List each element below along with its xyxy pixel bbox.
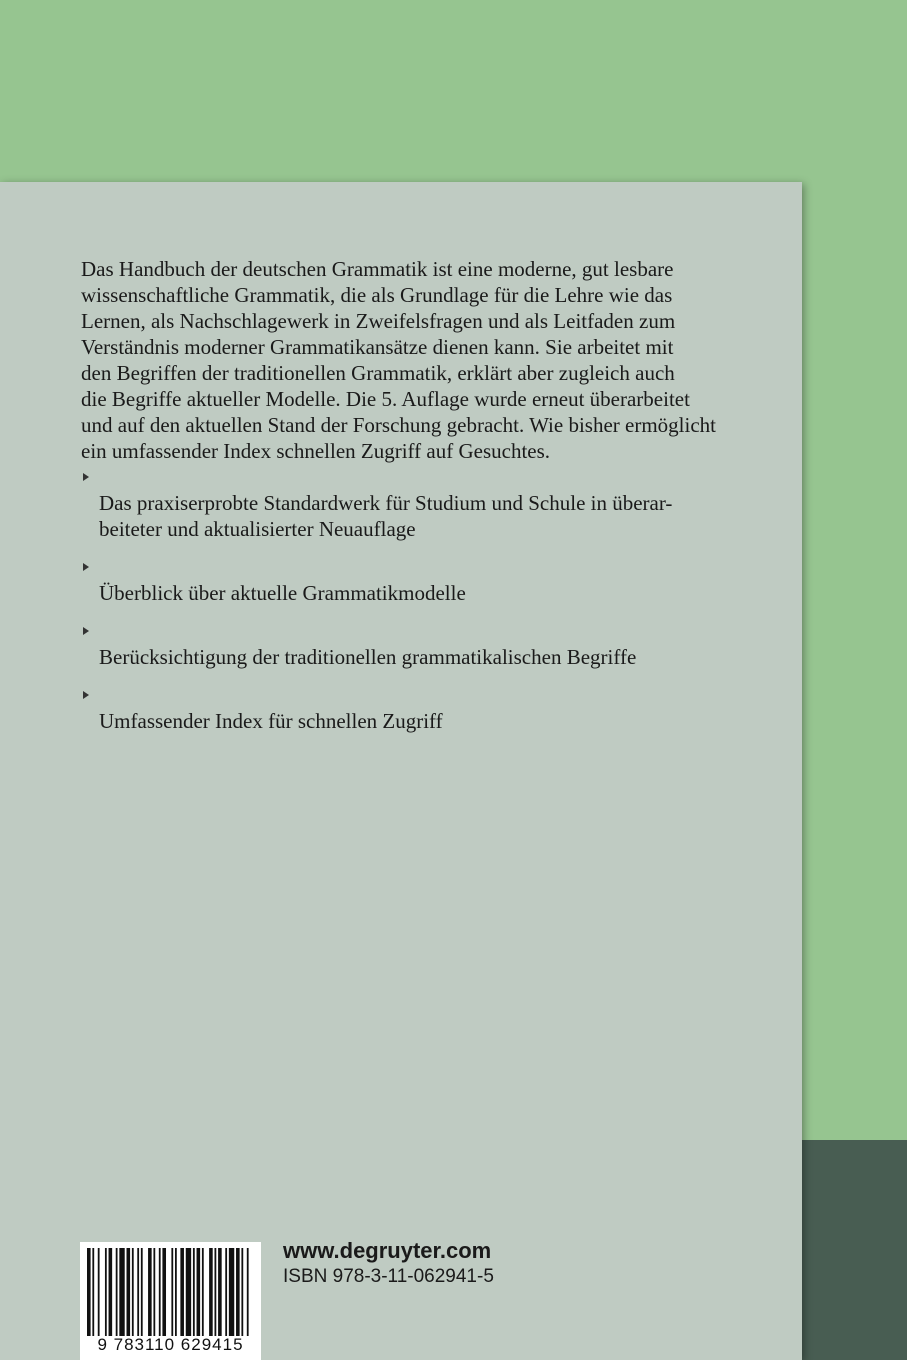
publisher-url[interactable]: www.degruyter.com	[283, 1238, 492, 1263]
feature-item	[81, 618, 731, 670]
feature-text: Überblick über aktuelle Grammatikmodelle	[99, 581, 466, 605]
barcode-digits: 9 783110 629415	[97, 1335, 244, 1354]
feature-text: Das praxiserprobte Standardwerk für Studium und Schule in überar- beiteter und aktualisierter Neuauflage	[99, 491, 673, 541]
feature-text: Berücksichtigung der traditionellen grammatikalischen Begriffe	[99, 645, 637, 669]
triangle-bullet-icon	[83, 563, 89, 571]
feature-item	[81, 464, 731, 542]
triangle-bullet-icon	[83, 627, 89, 635]
isbn-number: ISBN 978-3-11-062941-5	[283, 1266, 494, 1287]
feature-item	[81, 554, 731, 606]
feature-item	[81, 682, 731, 734]
triangle-bullet-icon	[83, 473, 89, 481]
feature-list	[81, 464, 731, 746]
back-cover-panel	[0, 182, 802, 1360]
book-description: Das Handbuch der deutschen Grammatik ist eine moderne, gut lesbare wissenschaftliche Grammatik, die als Grundlage für die Lehre wie das Lernen, als Nachschlagewerk in Zweifelsfragen und als Leitfaden zum Verständnis moderner Grammatikansätze dienen kann. Sie arbeitet mit den Begriffen der traditionellen Grammatik, erklärt aber zugleich auch die Begriffe aktueller Modelle. Die 5. Auflage wurde erneut überarbeitet und auf den aktuellen Stand der Forschung gebracht. Wie bisher ermöglicht ein umfassender Index schnellen Zugriff auf Gesuchtes.	[81, 257, 717, 463]
triangle-bullet-icon	[83, 691, 89, 699]
feature-text: Umfassender Index für schnellen Zugriff	[99, 709, 443, 733]
barcode-icon	[87, 1248, 254, 1336]
isbn-barcode	[80, 1242, 261, 1360]
